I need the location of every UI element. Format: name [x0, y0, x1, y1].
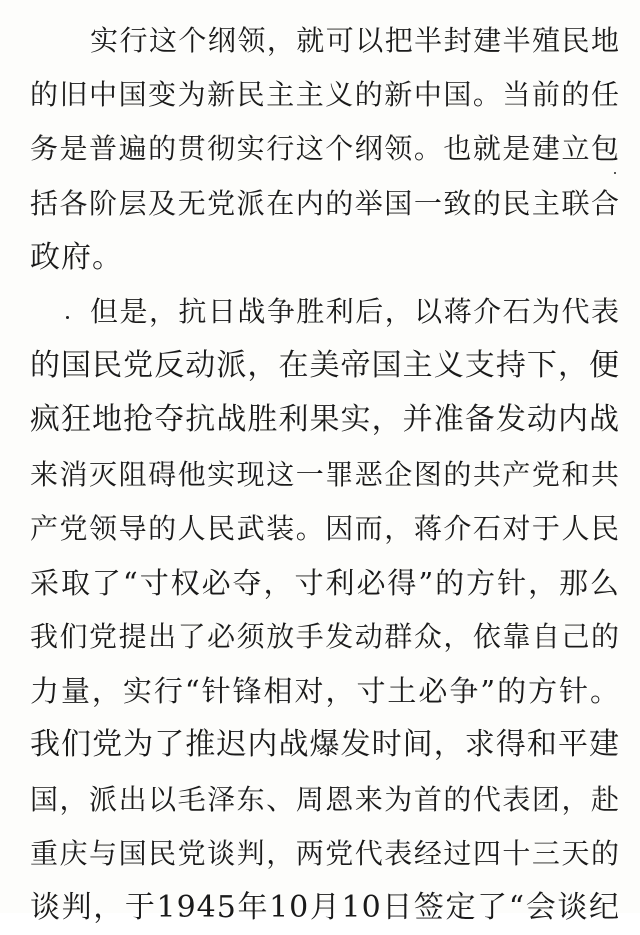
text-line-6: 但是，抗日战争胜利后，以蒋介石为代表: [90, 294, 620, 328]
text-line-7: 的国民党反动派，在美帝国主义支持下，便: [30, 348, 620, 384]
scan-speck: [614, 172, 616, 174]
scan-speck: [66, 316, 69, 319]
body-text: [30, 14, 620, 935]
text-line-1: 实行这个纲领，就可以把半封建半殖民地: [90, 24, 620, 57]
text-line-12: 我们党提出了必须放手发动群众，依靠自己的: [30, 620, 620, 654]
text-line-9: 来消灭阻碍他实现这一罪恶企图的共产党和共: [30, 457, 620, 491]
text-line-4: 括各阶层及无党派在内的举国一致的民主联合: [30, 186, 620, 220]
text-line-8: 疯狂地抢夺抗战胜利果实，并准备发动内战: [30, 402, 620, 438]
text-line-11: 采取了“寸权必夺，寸利必得”的方针，那么: [30, 565, 620, 600]
text-line-2: 的旧中国变为新民主主义的新中国。当前的任: [30, 78, 620, 112]
text-line-5: 政府。: [30, 239, 123, 275]
text-line-10: 产党领导的人民武装。因而，蒋介石对于人民: [30, 511, 620, 545]
text-line-16: 重庆与国民党谈判，两党代表经过四十三天的: [30, 836, 620, 870]
text-line-14: 我们党为了推迟内战爆发时间，求得和平建: [30, 727, 620, 763]
text-line-15: 国，派出以毛泽东、周恩来为首的代表团，赴: [30, 782, 620, 816]
text-line-17: 谈判，于1945年10月10日签定了“会谈纪: [30, 890, 620, 925]
text-line-3: 务是普遍的贯彻实行这个纲领。也就是建立包: [30, 132, 620, 166]
text-line-13: 力量，实行“针锋相对，寸土必争”的方针。: [30, 674, 620, 709]
